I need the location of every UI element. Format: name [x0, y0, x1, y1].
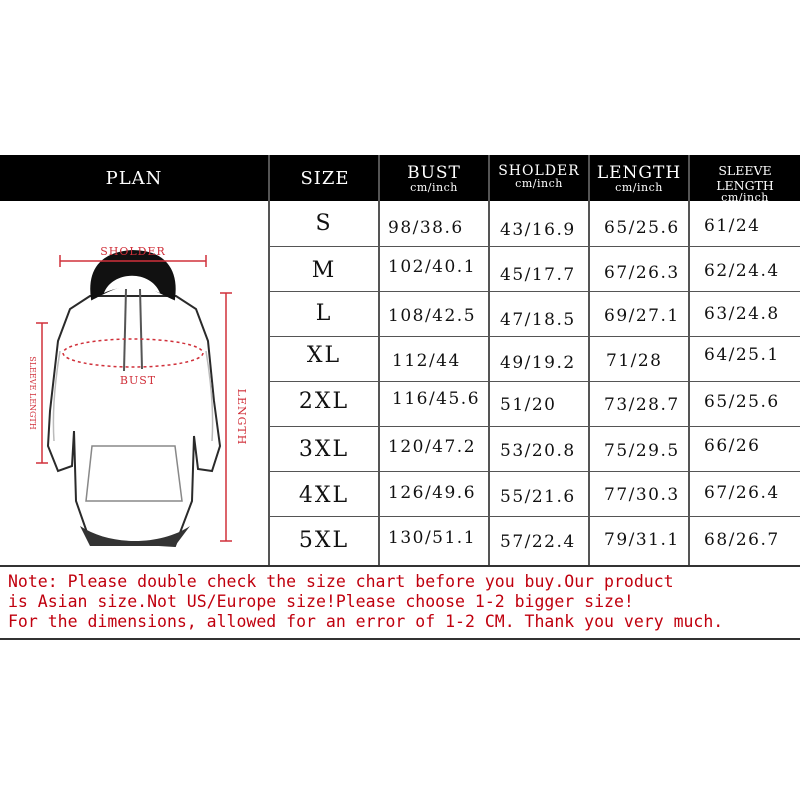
- sleeve-cell: 64/25.1: [704, 345, 780, 365]
- sleeve-cell: 67/26.4: [704, 483, 780, 503]
- header-bust: [380, 155, 488, 201]
- size-cell: 3XL: [298, 437, 350, 462]
- grid-line: [378, 155, 380, 565]
- header-bust-label: BUST: [407, 163, 461, 183]
- sholder-cell: 51/20: [500, 395, 557, 415]
- size-cell: L: [315, 301, 333, 326]
- length-cell: 77/30.3: [604, 485, 680, 505]
- length-cell: 65/25.6: [604, 218, 680, 238]
- header-bust-unit: cm/inch: [410, 181, 458, 194]
- bust-cell: 130/51.1: [388, 528, 477, 548]
- header-sleeve-unit: cm/inch: [721, 191, 769, 204]
- grid-line: [488, 155, 490, 565]
- bust-cell: 120/47.2: [388, 437, 477, 457]
- sholder-cell: 55/21.6: [500, 487, 576, 507]
- header-sleeve: [690, 155, 800, 204]
- sleeve-cell: 61/24: [704, 216, 761, 236]
- size-cell: S: [315, 211, 333, 236]
- header-size-label: SIZE: [300, 168, 350, 189]
- sholder-cell: 43/16.9: [500, 220, 576, 240]
- grid-line: [688, 155, 690, 565]
- length-cell: 67/26.3: [604, 263, 680, 283]
- bust-cell: 112/44: [392, 351, 461, 371]
- sholder-cell: 45/17.7: [500, 265, 576, 285]
- bust-cell: 108/42.5: [388, 306, 477, 326]
- note-line-2: is Asian size.Not US/Europe size!Please choose 1-2 bigger size!: [8, 592, 634, 611]
- sholder-cell: 57/22.4: [500, 532, 576, 552]
- sleeve-cell: 63/24.8: [704, 304, 780, 324]
- bust-cell: 126/49.6: [388, 483, 477, 503]
- length-cell: 79/31.1: [604, 530, 680, 550]
- grid-line: [588, 155, 590, 565]
- length-cell: 73/28.7: [604, 395, 680, 415]
- table-header: [0, 155, 800, 204]
- header-plan: [0, 155, 268, 201]
- header-sholder-unit: cm/inch: [515, 177, 563, 190]
- sholder-cell: 47/18.5: [500, 310, 576, 330]
- grid-line: [270, 471, 800, 472]
- length-cell: 69/27.1: [604, 306, 680, 326]
- header-length: [590, 155, 688, 201]
- note-line-1: Note: Please double check the size chart before you buy.Our product: [8, 572, 674, 591]
- header-sholder: [490, 155, 588, 201]
- diagram-length-label: LENGTH: [235, 388, 248, 446]
- note-line-3: For the dimensions, allowed for an error of 1-2 CM. Thank you very much.: [8, 612, 724, 631]
- size-note: [8, 572, 798, 632]
- header-length-unit: cm/inch: [615, 181, 663, 194]
- length-cell: 75/29.5: [604, 441, 680, 461]
- sholder-cell: 49/19.2: [500, 353, 576, 373]
- bust-cell: 116/45.6: [392, 389, 481, 409]
- sleeve-cell: 66/26: [704, 436, 761, 456]
- bust-cell: 102/40.1: [388, 257, 477, 277]
- header-sholder-label: SHOLDER: [498, 163, 580, 179]
- size-cell: 2XL: [298, 389, 350, 414]
- header-sleeve-label: SLEEVE LENGTH: [716, 163, 774, 193]
- size-cell: M: [311, 258, 337, 283]
- size-cell: 4XL: [298, 483, 350, 508]
- hoodie-illustration: [0, 201, 268, 571]
- divider: [0, 638, 800, 640]
- diagram-bust-label: BUST: [119, 374, 157, 387]
- header-length-label: LENGTH: [596, 163, 682, 183]
- header-plan-label: PLAN: [105, 168, 163, 189]
- size-cell: XL: [306, 343, 342, 368]
- length-cell: 71/28: [606, 351, 663, 371]
- divider: [0, 565, 800, 567]
- size-cell: 5XL: [298, 528, 350, 553]
- sholder-cell: 53/20.8: [500, 441, 576, 461]
- sleeve-cell: 62/24.4: [704, 261, 780, 281]
- header-size: [270, 155, 380, 201]
- hoodie-diagram: [0, 201, 268, 571]
- bust-cell: 98/38.6: [388, 218, 464, 238]
- sleeve-cell: 65/25.6: [704, 392, 780, 412]
- sleeve-cell: 68/26.7: [704, 530, 780, 550]
- diagram-sleeve-label: SLEEVE LENGTH: [28, 356, 37, 430]
- diagram-sholder-label: SHOLDER: [100, 245, 166, 258]
